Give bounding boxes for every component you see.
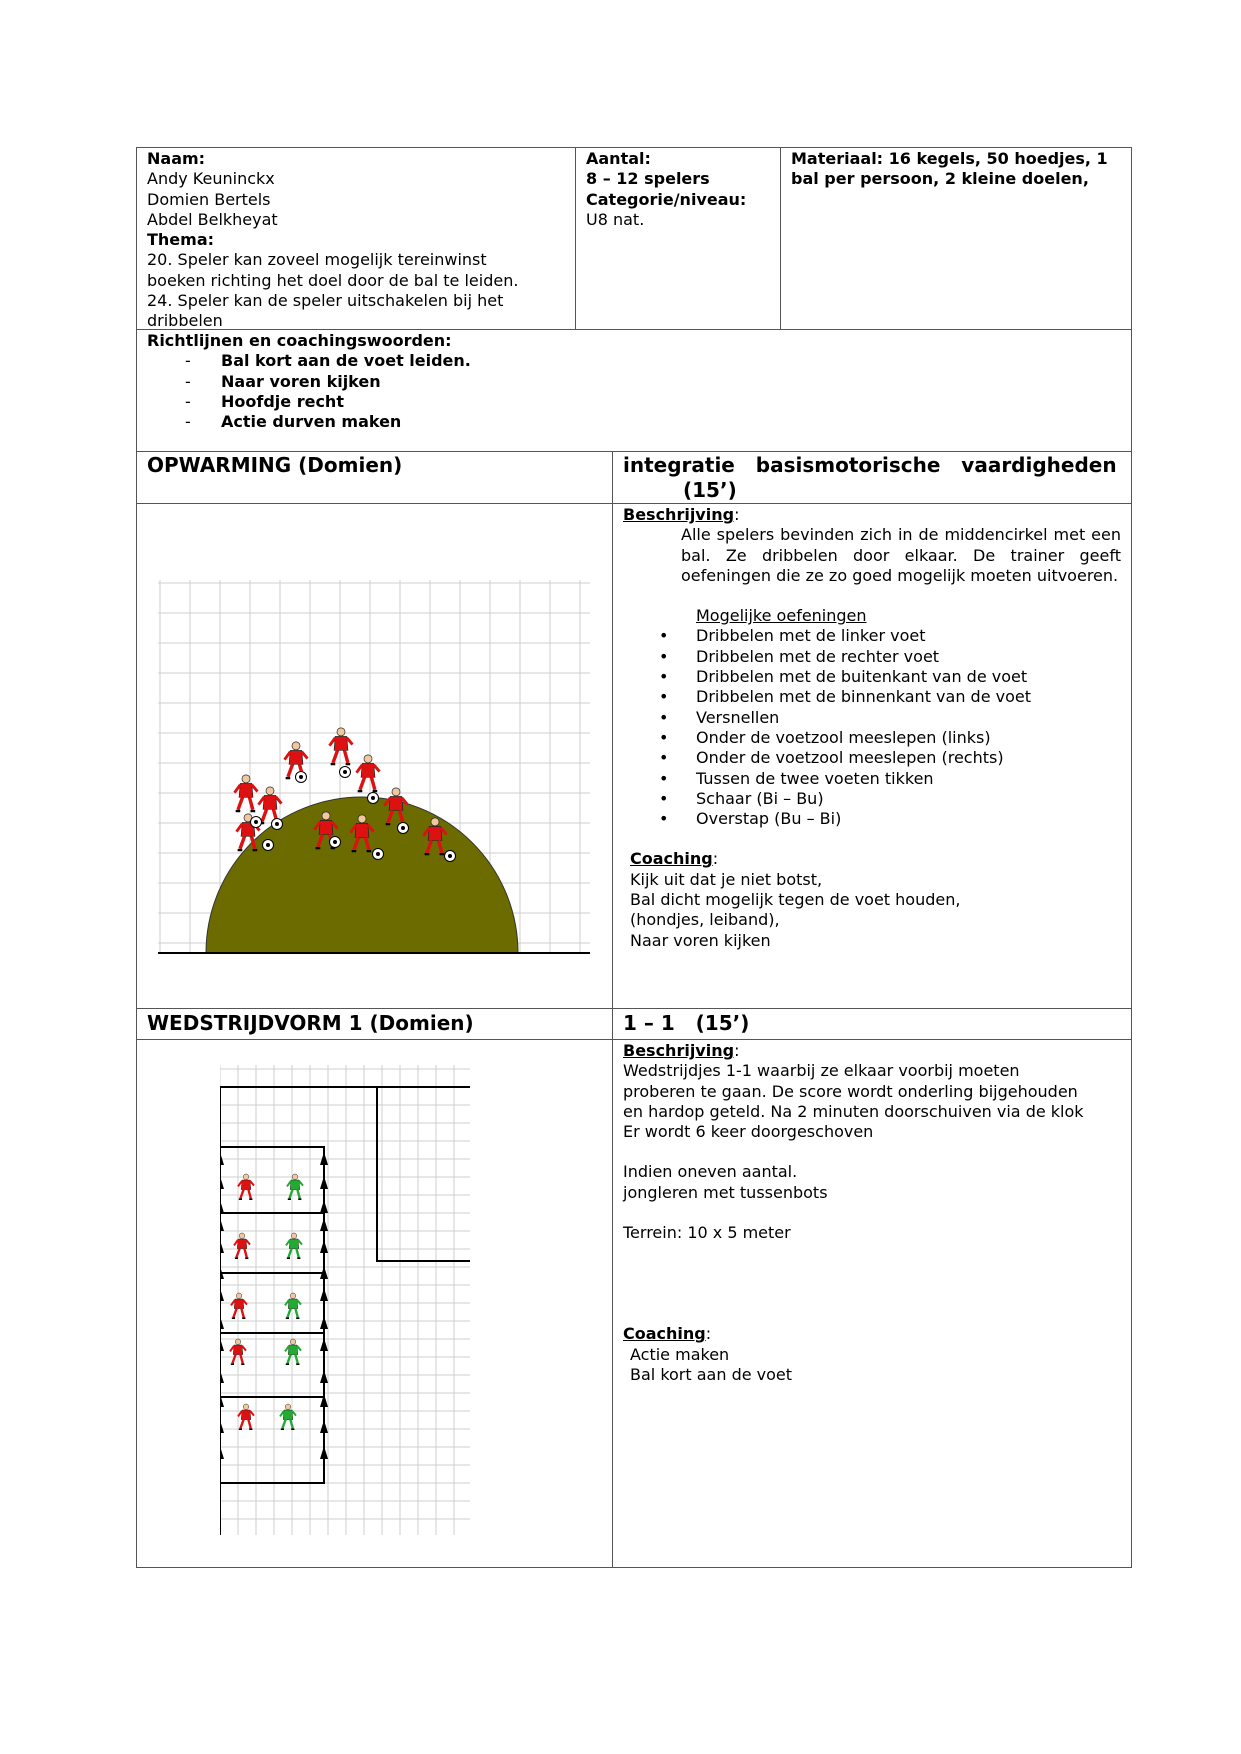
name-3: Abdel Belkheyat [147, 209, 278, 229]
richtlijnen-list [147, 351, 1121, 432]
coaching-label: Coaching [630, 849, 713, 869]
oefening-item: • Dribbelen met de buitenkant van de voet [623, 667, 1121, 687]
opwarming-description: Beschrijving: Alle spelers bevinden zich in de middencirkel met een bal. Ze dribbelen door elkaar. De trainer geeft oefeningen die ze zo goed mogelijk moeten uitvoeren. Mogelijke oefeningen • Dribbelen met de linker voet • Dribbelen met de rechter voet • Dribbelen met de buitenkant van de voet • Dribbelen met de binnenkant van de voet • Versnellen • Onder de voetzool meeslepen (links) • Onder de voetzool meeslepen (rechts) • Tussen de twee voeten tikken • Schaar (Bi – Bu) • Overstap (Bu – Bi) Coaching: Kijk uit dat je niet botst, Bal dicht mogelijk tegen de voet houden, (hondjes, leiband), Naar voren kijken [613, 505, 1131, 951]
ball-icon [296, 772, 307, 783]
coaching-line: Naar voren kijken [630, 930, 771, 950]
richtlijnen-title: Richtlijnen en coachingswoorden: [147, 331, 452, 350]
beschrijving-label: Beschrijving [623, 505, 735, 524]
ball-icon [398, 823, 409, 834]
beschrijving-line: Er wordt 6 keer doorgeschoven [623, 1122, 874, 1142]
field-line [220, 1147, 324, 1483]
cone-icon [320, 1316, 328, 1329]
materiaal-cell [781, 149, 1131, 190]
player-icon [285, 1293, 301, 1318]
categorie-value: U8 nat. [586, 209, 645, 229]
beschrijving-label: Beschrijving [623, 1041, 735, 1060]
richtlijnen-cell [137, 331, 1131, 432]
ball-icon [445, 851, 456, 862]
cone-icon [320, 1338, 328, 1351]
oefening-item: • Overstap (Bu – Bi) [623, 809, 1121, 829]
player-icon [231, 1293, 247, 1318]
coaching-line: (hondjes, leiband), [630, 910, 780, 930]
player-icon [357, 755, 380, 791]
naam-label: Naam: [147, 149, 206, 168]
categorie-label: Categorie/niveau: [586, 189, 747, 209]
materiaal-line-2: bal per persoon, 2 kleine doelen, [791, 169, 1089, 189]
cone-icon [320, 1420, 328, 1433]
player-icon [234, 1233, 250, 1258]
richtlijn-item: - Actie durven maken [147, 412, 1121, 432]
name-2: Domien Bertels [147, 189, 271, 209]
player-icon [286, 1233, 302, 1258]
thema-line-3: 24. Speler kan de speler uitschakelen bij het [147, 291, 504, 311]
richtlijn-item: - Naar voren kijken [147, 372, 1121, 392]
coaching-line: Bal kort aan de voet [630, 1364, 793, 1384]
ball-icon [263, 840, 274, 851]
name-1: Andy Keuninckx [147, 169, 275, 189]
beschrijving-text: Alle spelers bevinden zich in de middencirkel met een bal. Ze dribbelen door elkaar. De trainer geeft oefeningen die ze zo goed mogelijk moeten uitvoeren. [681, 525, 1121, 585]
cone-icon [320, 1240, 328, 1253]
opwarming-subtitle [613, 453, 1131, 503]
thema-line-2: boeken richting het doel door de bal te leiden. [147, 270, 519, 290]
oefening-item: • Dribbelen met de rechter voet [623, 647, 1121, 667]
oefening-item: • Tussen de twee voeten tikken [623, 769, 1121, 789]
cone-icon [320, 1176, 328, 1189]
field-line [377, 1087, 470, 1261]
materiaal-line-1: Materiaal: 16 kegels, 50 hoedjes, 1 [791, 149, 1108, 168]
opwarming-subtitle-line-2: (15’) [683, 478, 737, 502]
cone-icon [320, 1446, 328, 1459]
beschrijving-line: Wedstrijdjes 1-1 waarbij ze elkaar voorbij moeten [623, 1061, 1020, 1081]
thema-line-1: 20. Speler kan zoveel mogelijk tereinwinst [147, 250, 487, 270]
oefening-item: • Onder de voetzool meeslepen (links) [623, 728, 1121, 748]
beschrijving-line: en hardop geteld. Na 2 minuten doorschuiven via de klok [623, 1101, 1084, 1121]
oefeningen-list [623, 626, 1121, 829]
oefeningen-title: Mogelijke oefeningen [696, 606, 867, 626]
richtlijn-item: - Hoofdje recht [147, 392, 1121, 412]
ball-icon [330, 837, 341, 848]
cone-icon [320, 1288, 328, 1301]
ball-icon [272, 819, 283, 830]
cone-icon [320, 1218, 328, 1231]
oefening-item: • Schaar (Bi – Bu) [623, 789, 1121, 809]
player-icon [259, 787, 282, 823]
oefening-item: • Dribbelen met de binnenkant van de voet [623, 687, 1121, 707]
opwarming-subtitle-line-1: integratie basismotorische vaardigheden [623, 453, 1117, 477]
ball-icon [368, 793, 379, 804]
thema-label: Thema: [147, 230, 215, 250]
thema-line-4: dribbelen [147, 311, 223, 331]
player-icon [238, 1404, 254, 1429]
ball-icon [251, 817, 262, 828]
coaching-line: Actie maken [630, 1344, 730, 1364]
player-icon [280, 1404, 296, 1429]
cone-icon [320, 1200, 328, 1213]
aantal-label: Aantal: [586, 149, 651, 168]
oneven-line: Indien oneven aantal. [623, 1162, 798, 1182]
aantal-cell [576, 149, 780, 230]
coaching-line: Bal dicht mogelijk tegen de voet houden, [630, 890, 961, 910]
cone-icon [320, 1370, 328, 1383]
opwarming-title: OPWARMING (Domien) [147, 453, 403, 477]
oneven-line: jongleren met tussenbots [623, 1182, 828, 1202]
oefening-item: • Dribbelen met de linker voet [623, 626, 1121, 646]
richtlijn-item: - Bal kort aan de voet leiden. [147, 351, 1121, 371]
player-icon [285, 1339, 301, 1364]
coaching-line: Kijk uit dat je niet botst, [630, 869, 823, 889]
names-cell [137, 149, 575, 332]
oefening-item: • Onder de voetzool meeslepen (rechts) [623, 748, 1121, 768]
terrein-text: Terrein: 10 x 5 meter [623, 1223, 791, 1243]
wedstrijdvorm-description: Beschrijving: Wedstrijdjes 1-1 waarbij ze elkaar voorbij moeten proberen te gaan. De score wordt onderling bijgehouden en hardop geteld. Na 2 minuten doorschuiven via de klok Er wordt 6 keer doorgeschoven Indien oneven aantal. jongleren met tussenbots Terrein: 10 x 5 meter Coaching: Actie maken Bal kort aan de voet [613, 1041, 1131, 1385]
opwarming-diagram [150, 570, 600, 960]
ball-icon [373, 849, 384, 860]
wedstrijdvorm-diagram [220, 1065, 540, 1547]
wedstrijdvorm-subtitle: 1 – 1 (15’) [623, 1011, 750, 1035]
oefening-item: • Versnellen [623, 708, 1121, 728]
aantal-value: 8 – 12 spelers [586, 169, 710, 189]
beschrijving-line: proberen te gaan. De score wordt onderling bijgehouden [623, 1081, 1078, 1101]
wedstrijdvorm-title: WEDSTRIJDVORM 1 (Domien) [147, 1011, 474, 1035]
coaching-label: Coaching [623, 1324, 706, 1344]
cone-icon [320, 1394, 328, 1407]
ball-icon [340, 767, 351, 778]
